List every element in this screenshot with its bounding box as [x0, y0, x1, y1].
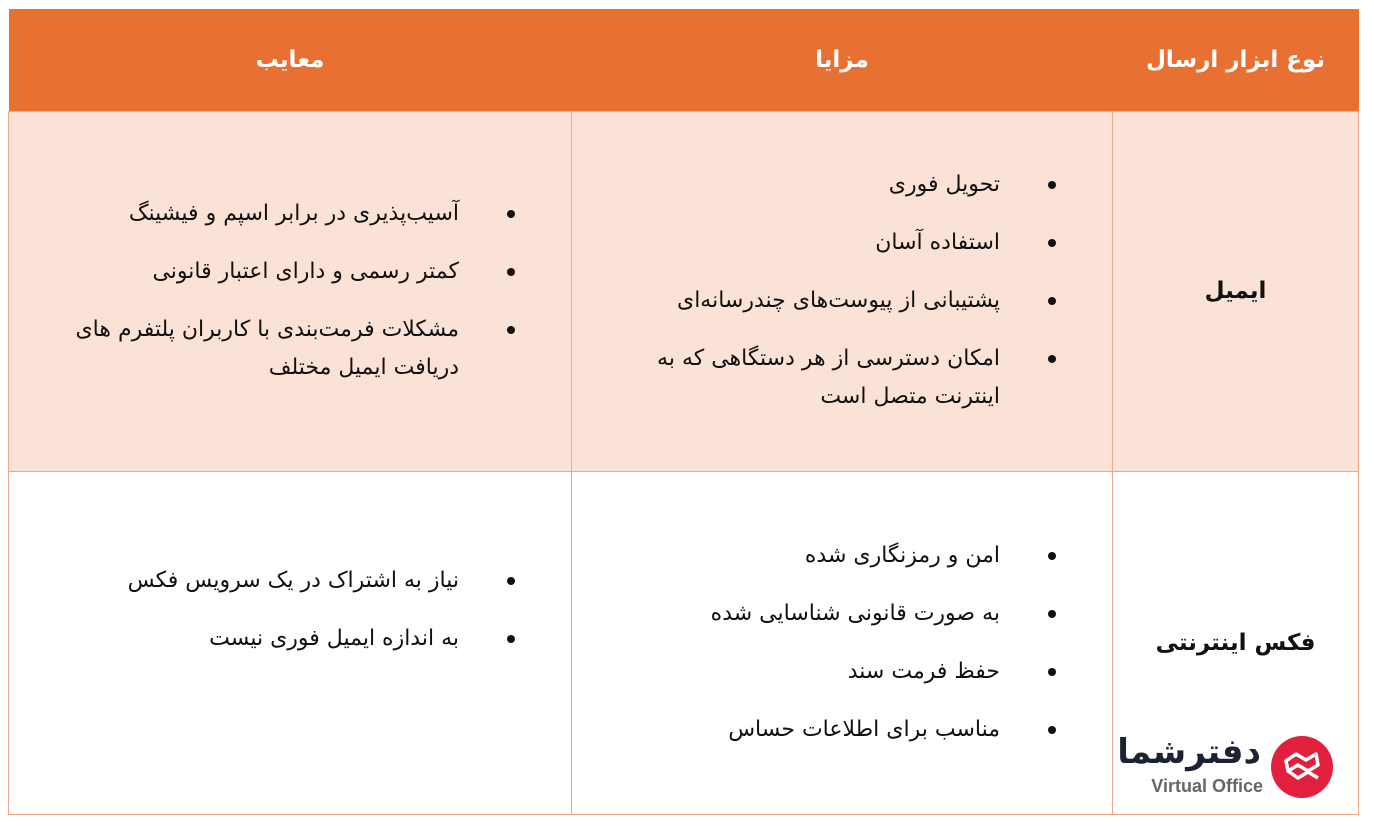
list-item: نیاز به اشتراک در یک سرویس فکس	[23, 562, 531, 600]
list-item: به اندازه ایمیل فوری نیست	[23, 620, 531, 658]
bullet-icon	[1048, 239, 1056, 247]
list-item: امکان دسترسی از هر دستگاهی که به اینترنت متصل است	[586, 340, 1072, 416]
brand-mark-icon	[1271, 736, 1333, 798]
advantages-cell-internet-fax	[572, 471, 1113, 814]
bullet-icon	[1048, 355, 1056, 363]
list-item: پشتیبانی از پیوست‌های چندرسانه‌ای	[586, 282, 1072, 320]
bullet-icon	[507, 210, 515, 218]
bullet-icon	[1048, 297, 1056, 305]
list-item: آسیب‌پذیری در برابر اسپم و فیشینگ	[23, 195, 531, 233]
list-item: به صورت قانونی شناسایی شده	[586, 595, 1072, 633]
bullet-icon	[1048, 610, 1056, 618]
bullet-icon	[507, 326, 515, 334]
disadvantages-list	[9, 195, 571, 387]
table-header-row	[9, 9, 1359, 111]
bullet-icon	[1048, 668, 1056, 676]
list-item: کمتر رسمی و دارای اعتبار قانونی	[23, 253, 531, 291]
advantages-list	[572, 537, 1112, 749]
list-item: امن و رمزنگاری شده	[586, 537, 1072, 575]
brand-logo	[1117, 731, 1347, 802]
brand-tagline: Virtual Office	[1151, 775, 1263, 796]
disadvantages-cell-email	[9, 111, 572, 471]
type-cell-email: ایمیل	[1113, 111, 1359, 471]
bullet-icon	[1048, 181, 1056, 189]
list-item: استفاده آسان	[586, 224, 1072, 262]
bullet-icon	[1048, 552, 1056, 560]
comparison-table	[8, 9, 1359, 815]
bullet-icon	[507, 268, 515, 276]
header-advantages: مزایا	[572, 9, 1113, 111]
header-disadvantages: معایب	[9, 9, 572, 111]
list-item: حفظ فرمت سند	[586, 653, 1072, 691]
header-type: نوع ابزار ارسال	[1113, 9, 1359, 111]
list-item: مشکلات فرمت‌بندی با کاربران پلتفرم های دریافت ایمیل مختلف	[23, 311, 531, 387]
comparison-table-container	[8, 9, 1358, 814]
advantages-list	[572, 166, 1112, 416]
bullet-icon	[1048, 726, 1056, 734]
table-row-email	[9, 111, 1359, 471]
type-label: فکس اینترنتی	[1155, 629, 1316, 656]
type-cell-internet-fax	[1113, 471, 1359, 814]
bullet-icon	[507, 635, 515, 643]
advantages-cell-email	[572, 111, 1113, 471]
disadvantages-cell-internet-fax	[9, 471, 572, 814]
disadvantages-list	[9, 562, 571, 658]
bullet-icon	[507, 577, 515, 585]
table-row-internet-fax	[9, 471, 1359, 814]
list-item: تحویل فوری	[586, 166, 1072, 204]
brand-name: دفترشما	[1117, 731, 1261, 772]
list-item: مناسب برای اطلاعات حساس	[586, 711, 1072, 749]
